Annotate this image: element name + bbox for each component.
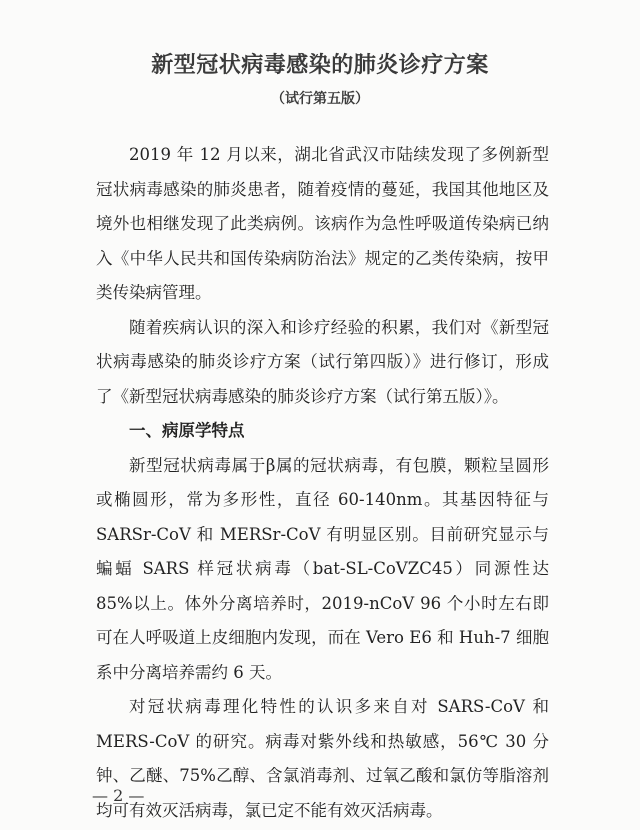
intro-paragraph-1: 2019 年 12 月以来，湖北省武汉市陆续发现了多例新型冠状病毒感染的肺炎患者，随着疫情的蔓延，我国其他地区及境外也相继发现了此类病例。该病作为急性呼吸道传染病已纳入《中华人民共和国传染病防治法》规定的乙类传染病，按甲类传染病管理。 <box>96 145 549 302</box>
document-title: 新型冠状病毒感染的肺炎诊疗方案 <box>151 53 489 78</box>
section-paragraph-1: 新型冠状病毒属于β属的冠状病毒，有包膜，颗粒呈圆形或椭圆形，常为多形性，直径 60-140nm。其基因特征与 SARSr-CoV 和 MERSr-CoV 有明显区别。目前研究显示与蝙蝠 SARS 样冠状病毒（bat-SL-CoVZC45）同源性达 85%以上。体外分离培养时，2019-nCoV 96 个小时左右即可在人呼吸道上皮细胞内发现，而在 Vero E6 和 Huh-7 细胞系中分离培养需约 6 天。 <box>96 455 549 682</box>
section-heading: 一、病原学特点 <box>129 421 245 440</box>
intro-paragraph-2: 随着疾病认识的深入和诊疗经验的积累，我们对《新型冠状病毒感染的肺炎诊疗方案（试行第四版）》进行修订，形成了《新型冠状病毒感染的肺炎诊疗方案（试行第五版）》。 <box>96 317 549 406</box>
section-paragraph-2: 对冠状病毒理化特性的认识多来自对 SARS-CoV 和 MERS-CoV 的研究。病毒对紫外线和热敏感，56℃ 30 分钟、乙醚、75%乙醇、含氯消毒剂、过氧乙酸和氯仿等脂溶剂均可有效灭活病毒，氯已定不能有效灭活病毒。 <box>96 697 549 820</box>
page-number: — 2 — <box>92 786 145 805</box>
document-body <box>96 138 549 828</box>
document-subtitle: （试行第五版） <box>271 91 369 107</box>
